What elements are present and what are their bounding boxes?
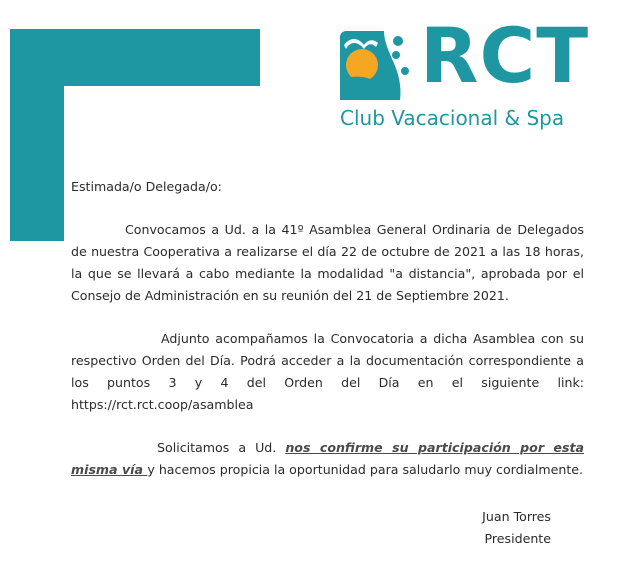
- logo-tagline: Club Vacacional & Spa: [340, 106, 565, 130]
- greeting: Estimada/o Delegada/o:: [71, 179, 222, 194]
- letter-body: [71, 176, 584, 481]
- sun-beach-icon: [340, 31, 412, 100]
- signature-name: Juan Torres: [482, 509, 551, 524]
- closing-text: y hacemos propicia la oportunidad para saludarlo muy cordialmente.: [147, 462, 584, 477]
- signature-block: [482, 506, 551, 550]
- confirmation-emphasis: nos confirme su participación por esta misma vía: [71, 440, 584, 477]
- paragraph-attachment: Adjunto acompañamos la Convocatoria a dicha Asamblea con su respectivo Orden del Día. Podrá acceder a la documentación correspondiente a los puntos 3 y 4 del Orden del Día en el siguiente link: https://rct.rct.coop/asamblea: [71, 331, 584, 412]
- logo-wordmark: RCT: [420, 11, 590, 100]
- request-text: Solicitamos a Ud.: [157, 440, 286, 455]
- signature-role: Presidente: [484, 531, 551, 546]
- paragraph-convocation: Convocamos a Ud. a la 41º Asamblea General Ordinaria de Delegados de nuestra Cooperativa a realizarse el día 22 de octubre de 2021 a las 18 horas, la que se llevará a cabo mediante la modalidad "a distancia", aprobada por el Consejo de Administración en su reunión del 21 de Septiembre 2021.: [71, 222, 584, 303]
- decorative-corner-bar-vertical: [10, 29, 64, 241]
- paragraph-request: [71, 437, 584, 481]
